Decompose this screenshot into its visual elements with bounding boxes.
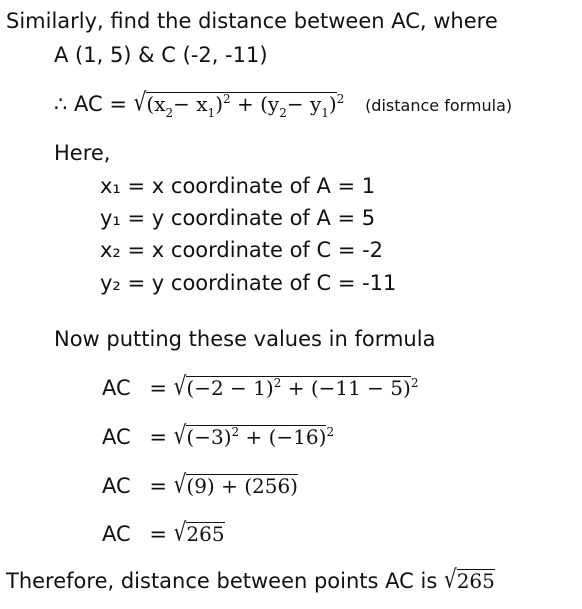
step-2 xyxy=(102,419,335,450)
step-1 xyxy=(102,370,419,401)
intro-line-1: Similarly, find the distance between AC, where xyxy=(6,9,498,33)
putting-values-text: Now putting these values in formula xyxy=(54,327,436,351)
step-radical: √265 xyxy=(173,516,225,547)
sqrt-icon: √ xyxy=(173,516,187,547)
conclusion xyxy=(6,563,495,594)
step-eq: = xyxy=(149,425,167,449)
formula-radicand: $(x_2- x_1)^2 + (y_2- y_1)$ xyxy=(146,92,337,120)
intro-line-2: A (1, 5) & C (-2, -11) xyxy=(54,43,268,67)
def-y1: y₁ = y coordinate of A = 5 xyxy=(100,206,376,230)
step-4 xyxy=(102,516,225,547)
def-x1: x₁ = x coordinate of A = 1 xyxy=(100,174,376,198)
sqrt-icon: √ xyxy=(173,370,187,401)
sqrt-icon: √ xyxy=(173,468,187,499)
step-3 xyxy=(102,468,298,499)
step-lhs: AC xyxy=(102,522,131,546)
formula-prefix: ∴ AC = xyxy=(54,92,134,116)
distance-formula xyxy=(54,86,513,120)
step-eq: = xyxy=(149,522,167,546)
sqrt-icon: √ xyxy=(173,419,187,450)
conclusion-text: Therefore, distance between points AC is xyxy=(6,569,444,593)
sqrt-icon: √ xyxy=(443,563,457,594)
conclusion-radical: √265 xyxy=(443,563,495,594)
step-lhs: AC xyxy=(102,376,131,400)
step-lhs: AC xyxy=(102,474,131,498)
step-lhs: AC xyxy=(102,425,131,449)
sqrt-icon: √ xyxy=(133,86,147,117)
formula-radical: $√(x_2- x_1)^2 + (y_2- y_1)^2$ xyxy=(133,86,345,120)
step-eq: = xyxy=(149,474,167,498)
step-eq: = xyxy=(149,376,167,400)
formula-note: (distance formula) xyxy=(365,96,513,115)
step-radical: √(9) + (256) xyxy=(173,468,298,499)
here-label: Here, xyxy=(54,141,111,165)
def-y2: y₂ = y coordinate of C = -11 xyxy=(100,271,397,295)
def-x2: x₂ = x coordinate of C = -2 xyxy=(100,238,384,262)
step-radical: $√(-2 - 1)^2 + (-11 - 5)^2$ xyxy=(173,370,419,401)
step-radical: $√(-3)^2 + (-16)^2$ xyxy=(173,419,335,450)
